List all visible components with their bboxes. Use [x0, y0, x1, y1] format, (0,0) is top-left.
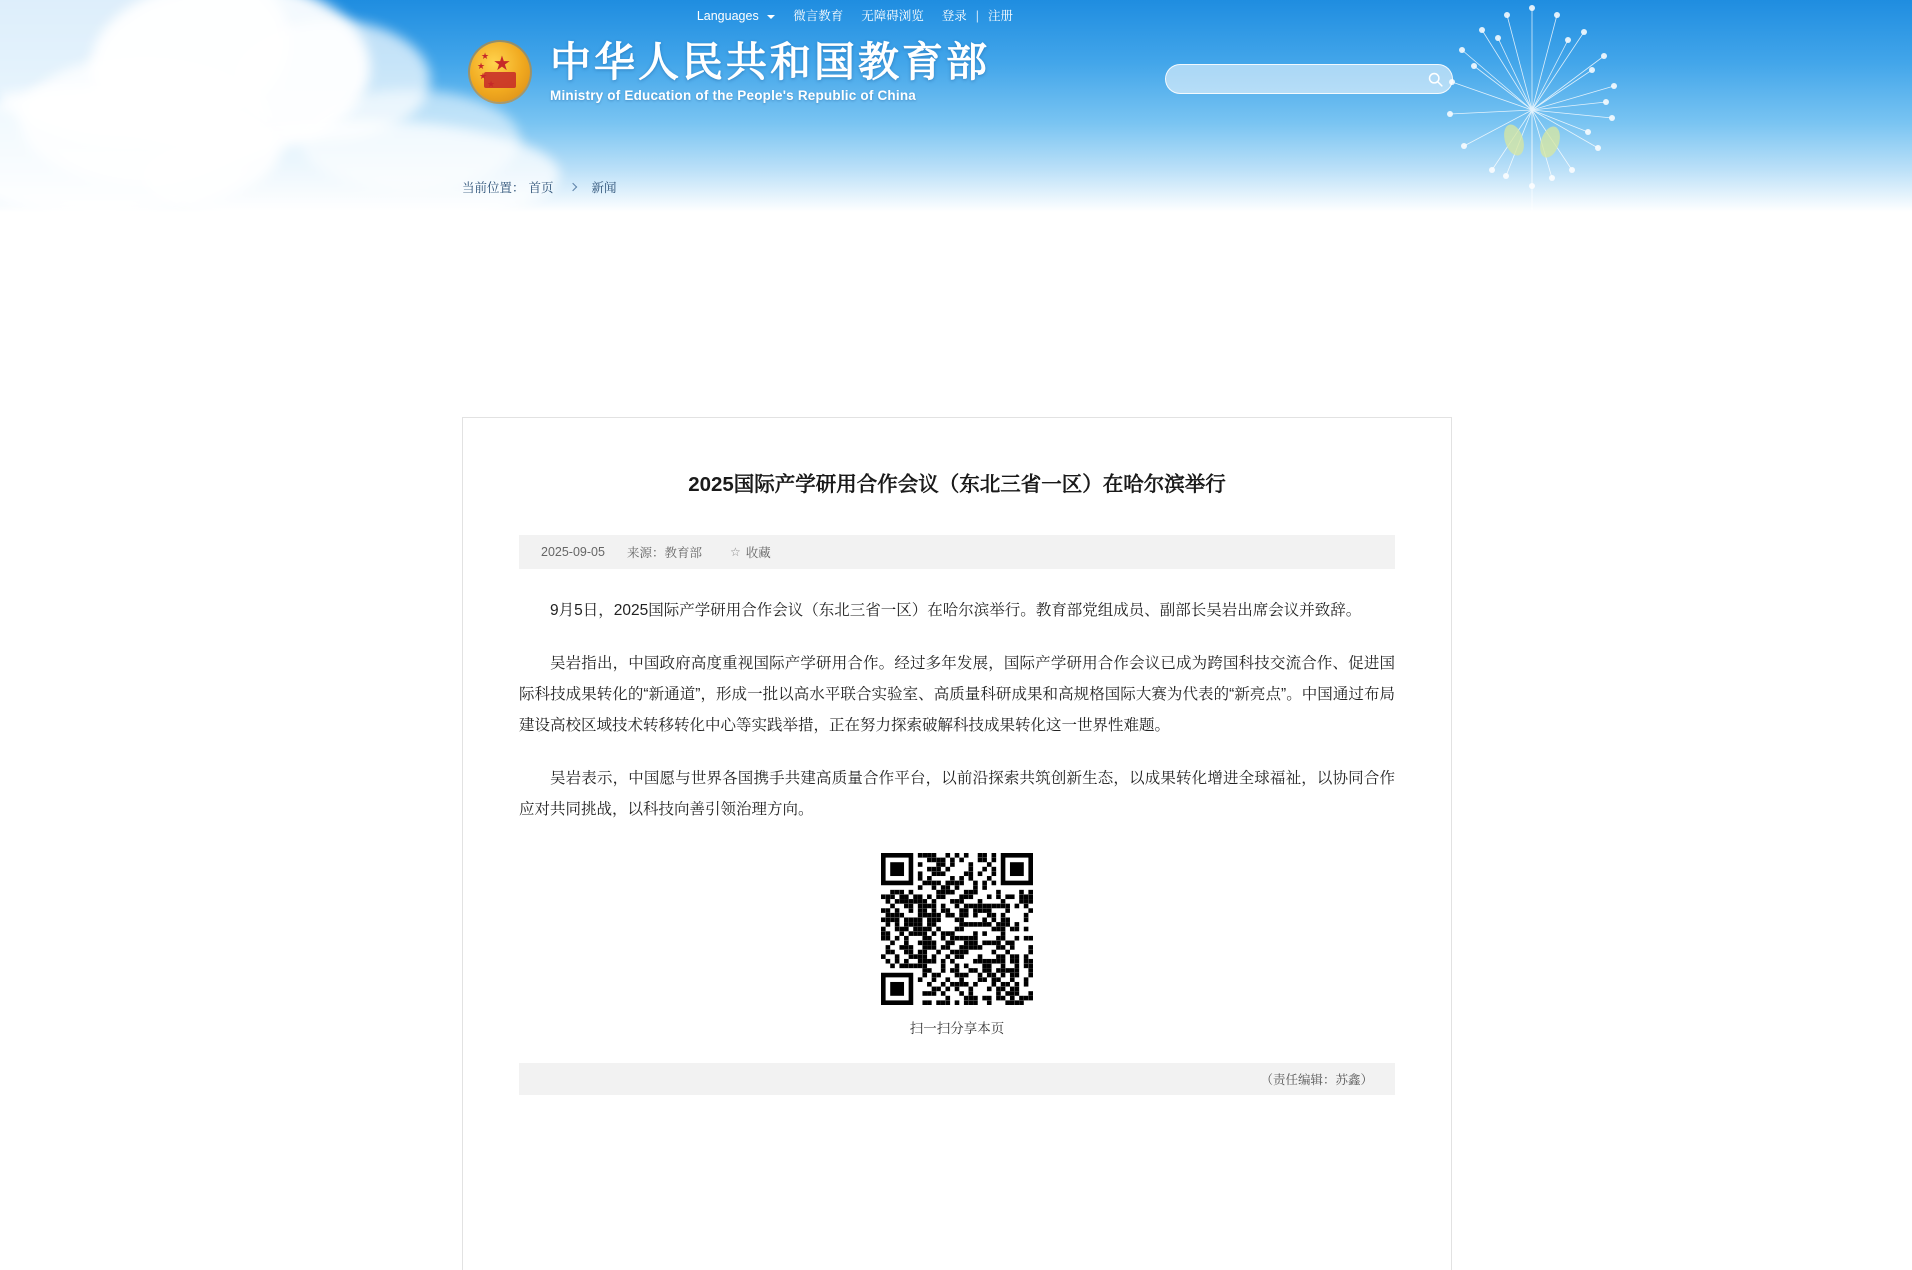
dandelion-decoration: [1402, 0, 1662, 220]
favorite-label: 收藏: [745, 545, 771, 560]
breadcrumb-item-news[interactable]: 新闻: [591, 181, 617, 195]
share-qr-block: [519, 853, 1395, 1037]
search-input[interactable]: [1166, 66, 1418, 92]
article-date: 2025-09-05: [541, 544, 605, 559]
article-body: [519, 595, 1395, 825]
article-paragraph: 吴岩表示，中国愿与世界各国携手共建高质量合作平台，以前沿探索共筑创新生态，以成果转化增进全球福祉，以协同合作应对共同挑战，以科技向善引领治理方向。: [519, 769, 1395, 818]
breadcrumb-prefix: 当前位置：: [462, 181, 525, 195]
breadcrumb-item-home[interactable]: 首页: [528, 181, 554, 195]
chevron-down-icon: [767, 15, 775, 19]
article-paragraph: 9月5日，2025国际产学研用合作会议（东北三省一区）在哈尔滨举行。教育部党组成员、副部长吴岩出席会议并致辞。: [550, 601, 1362, 619]
article-card: [462, 417, 1452, 1270]
responsible-editor: （责任编辑：苏鑫）: [1260, 1072, 1373, 1087]
nav-item-accessibility[interactable]: 无障碍浏览: [861, 9, 924, 23]
favorite-button[interactable]: [730, 543, 771, 561]
search-icon: [1427, 71, 1444, 88]
logo-title-cn: 中华人民共和国教育部: [550, 38, 990, 85]
article-paragraph: 吴岩指出，中国政府高度重视国际产学研用合作。经过多年发展，国际产学研用合作会议已成为跨国科技交流合作、促进国际科技成果转化的“新通道”，形成一批以高水平联合实验室、高质量科研成果和高规格国际大赛为代表的“新亮点”。中国通过布局建设高校区域技术转移转化中心等实践举措，正在努力探索破解科技成果转化这一世界性难题。: [519, 654, 1395, 734]
qr-code-icon: [881, 853, 1033, 1005]
breadcrumb: [462, 178, 621, 196]
article-meta-bar: [519, 535, 1395, 569]
top-utility-nav: [688, 8, 1022, 24]
article-source: 来源：教育部: [626, 545, 702, 560]
logo-title-en: Ministry of Education of the People's Republic of China: [550, 88, 916, 104]
site-logo[interactable]: [466, 38, 990, 106]
nav-item-register[interactable]: 注册: [987, 9, 1013, 23]
national-emblem-icon: ★ ★ ★ ★ ★: [466, 38, 534, 106]
star-icon: ☆: [729, 544, 741, 559]
nav-item-weiyan[interactable]: 微言教育: [793, 9, 844, 23]
search-button[interactable]: [1418, 65, 1452, 93]
languages-label: Languages: [696, 9, 759, 23]
page-title: 2025国际产学研用合作会议（东北三省一区）在哈尔滨举行: [688, 473, 1226, 496]
cloud-decoration: [140, 120, 560, 230]
qr-caption: 扫一扫分享本页: [909, 1020, 1005, 1036]
site-banner: [0, 0, 1912, 212]
nav-item-login[interactable]: 登录: [941, 9, 967, 23]
article-editor-bar: [519, 1063, 1395, 1095]
search-box[interactable]: [1165, 64, 1453, 94]
chevron-right-icon: [568, 183, 576, 191]
languages-menu[interactable]: [688, 8, 784, 24]
nav-separator: |: [975, 9, 979, 23]
